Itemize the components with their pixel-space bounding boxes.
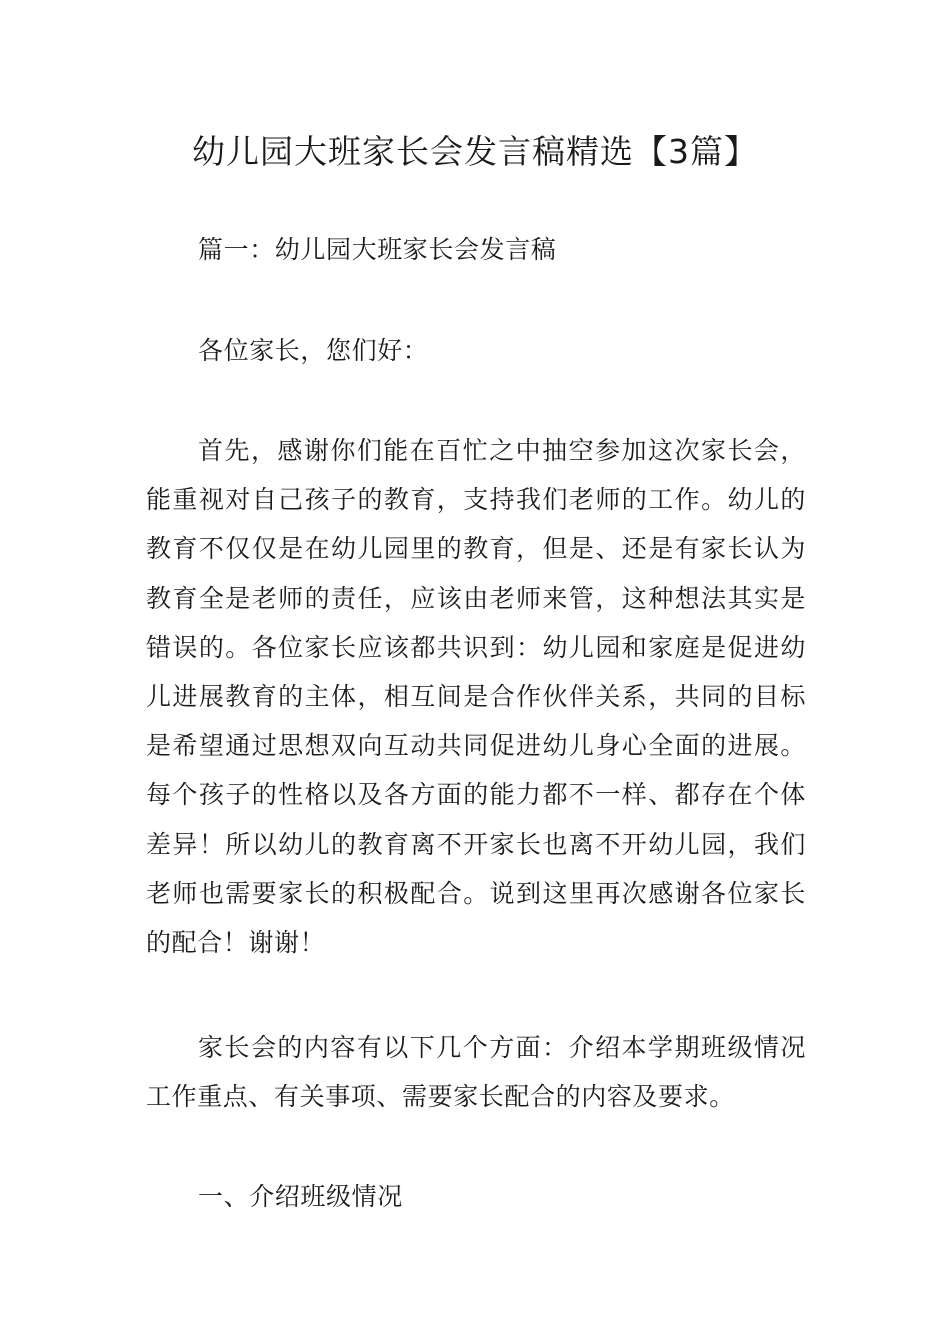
section-heading: 篇一：幼儿园大班家长会发言稿	[198, 235, 557, 264]
body-paragraph-1: 首先，感谢你们能在百忙之中抽空参加这次家长会，能重视对自己孩子的教育，支持我们老师的工作。幼儿的教育不仅仅是在幼儿园里的教育，但是、还是有家长认为教育全是老师的责任，应该由老师来管，这种想法其实是错误的。各位家长应该都共识到：幼儿园和家庭是促进幼儿进展教育的主体，相互间是合作伙伴关系，共同的目标是希望通过思想双向互动共同促进幼儿身心全面的进展。每个孩子的性格以及各方面的能力都不一样、都存在个体差异！所以幼儿的教育离不开家长也离不开幼儿园，我们老师也需要家长的积极配合。说到这里再次感谢各位家长的配合！谢谢！	[146, 436, 806, 958]
greeting-line: 各位家长，您们好：	[198, 336, 429, 365]
document-title: 幼儿园大班家长会发言稿精选【3篇】	[192, 132, 758, 171]
subheading-class-intro: 一、介绍班级情况	[198, 1182, 403, 1211]
body-paragraph-2: 家长会的内容有以下几个方面：介绍本学期班级情况工作重点、有关事项、需要家长配合的内容及要求。	[146, 1033, 806, 1112]
